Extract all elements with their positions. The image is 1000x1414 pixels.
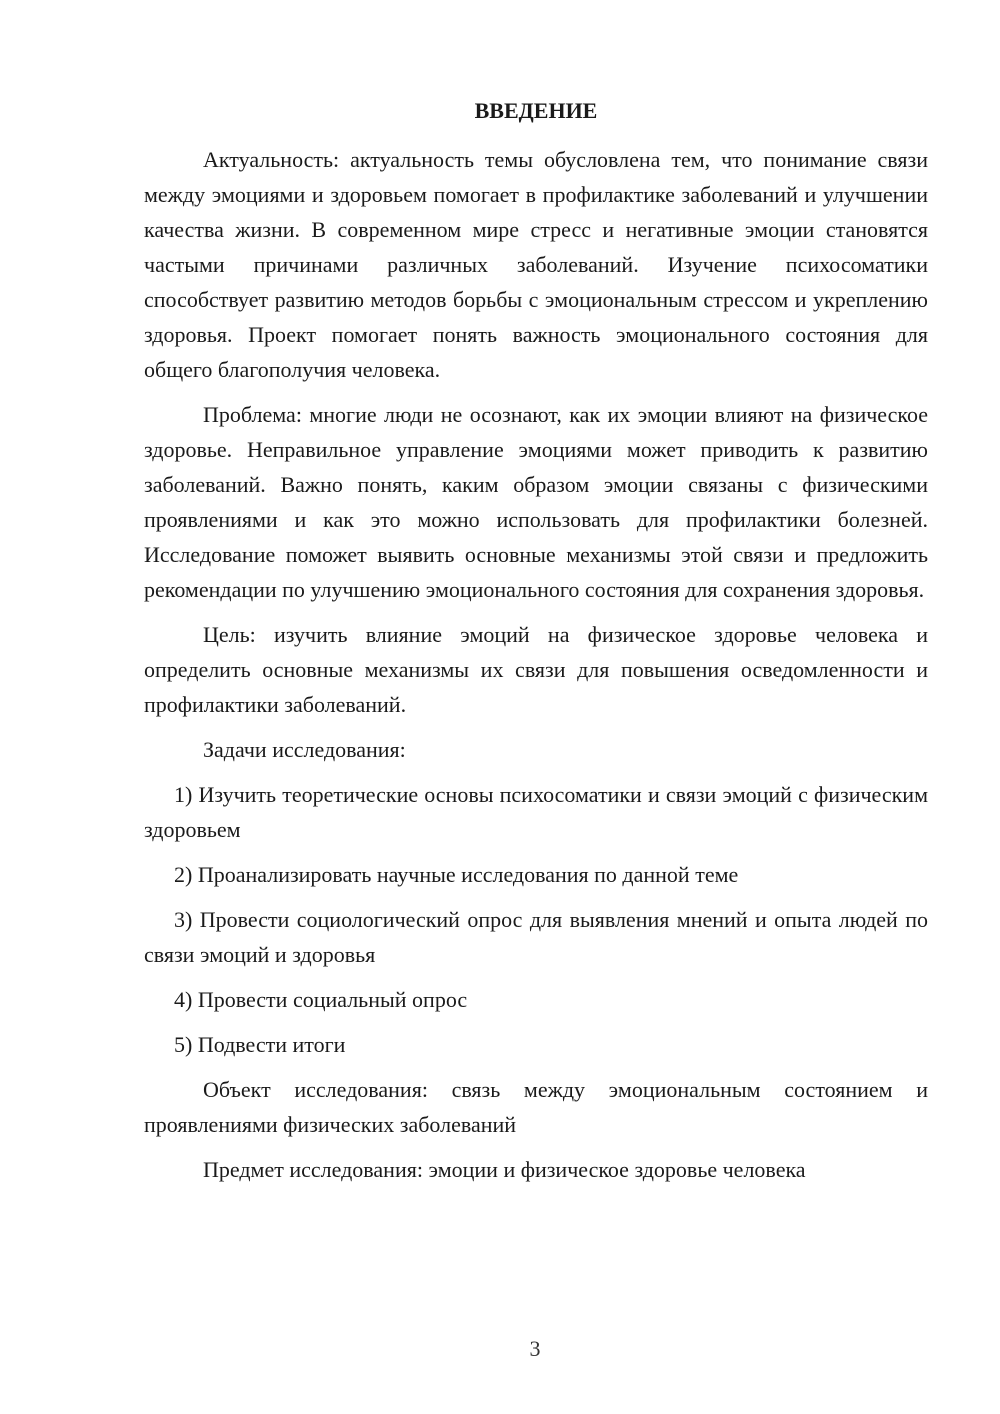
document-page bbox=[144, 94, 928, 1197]
task-item: 4) Провести социальный опрос bbox=[174, 987, 468, 1012]
section-title: ВВЕДЕНИЕ bbox=[474, 98, 598, 123]
task-item: 1) Изучить теоретические основы психосоматики и связи эмоций с физическим здоровьем bbox=[144, 782, 928, 842]
task-item: 3) Провести социологический опрос для выявления мнений и опыта людей по связи эмоций и здоровья bbox=[144, 907, 928, 967]
tasks-heading: Задачи исследования: bbox=[203, 737, 406, 762]
subject-paragraph: Предмет исследования: эмоции и физическое здоровье человека bbox=[203, 1157, 806, 1182]
problem-paragraph: Проблема: многие люди не осознают, как их эмоции влияют на физическое здоровье. Неправильное управление эмоциями может приводить к развитию заболеваний. Важно понять, каким образом эмоции связаны с физическими проявлениями и как это можно использовать для профилактики болезней. Исследование поможет выявить основные механизмы этой связи и предложить рекомендации по улучшению эмоционального состояния для сохранения здоровья. bbox=[144, 402, 928, 602]
page-number: 3 bbox=[529, 1336, 541, 1361]
task-item: 5) Подвести итоги bbox=[174, 1032, 346, 1057]
goal-paragraph: Цель: изучить влияние эмоций на физическое здоровье человека и определить основные механизмы их связи для повышения осведомленности и профилактики заболеваний. bbox=[144, 622, 928, 717]
task-item: 2) Проанализировать научные исследования по данной теме bbox=[174, 862, 739, 887]
object-paragraph: Объект исследования: связь между эмоциональным состоянием и проявлениями физических заболеваний bbox=[144, 1077, 928, 1137]
relevance-paragraph: Актуальность: актуальность темы обусловлена тем, что понимание связи между эмоциями и здоровьем помогает в профилактике заболеваний и улучшении качества жизни. В современном мире стресс и негативные эмоции становятся частыми причинами различных заболеваний. Изучение психосоматики способствует развитию методов борьбы с эмоциональным стрессом и укреплению здоровья. Проект помогает понять важность эмоционального состояния для общего благополучия человека. bbox=[144, 147, 928, 382]
